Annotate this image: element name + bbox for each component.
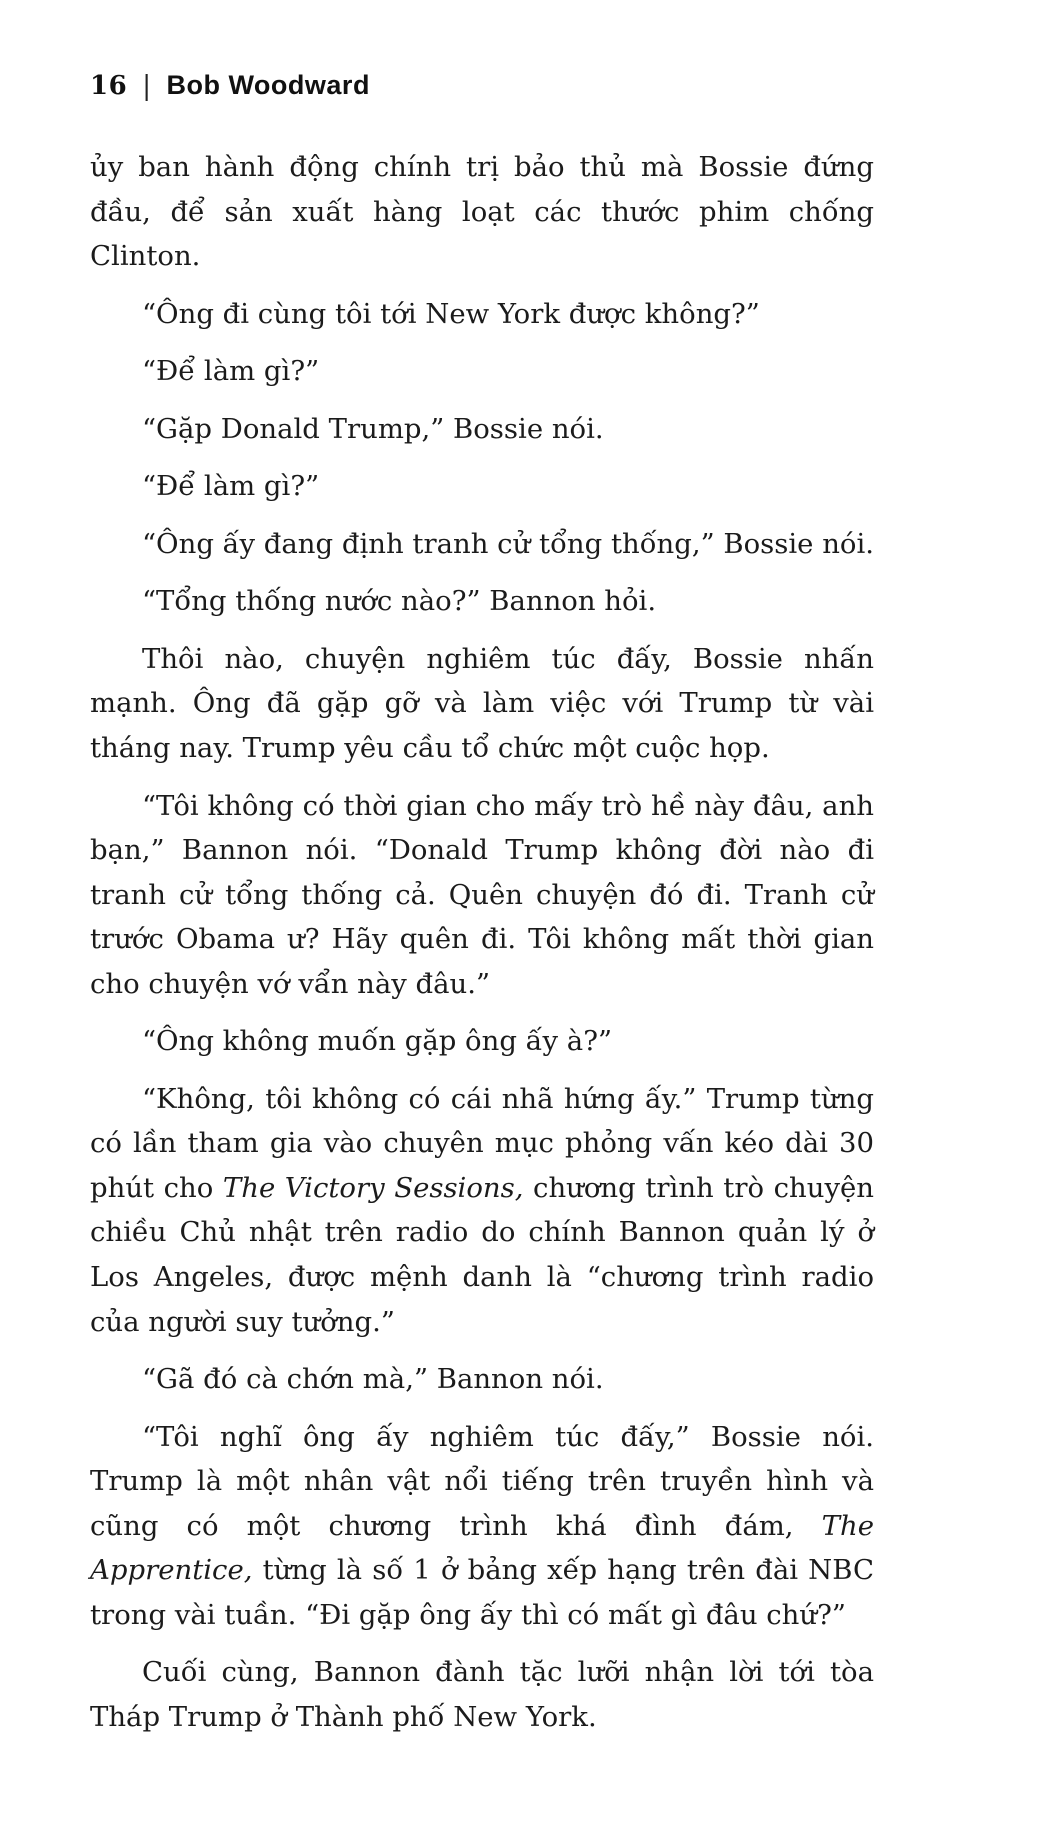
italic-text-run: The Victory Sessions, — [222, 1171, 524, 1204]
text-run: “Để làm gì?” — [142, 355, 320, 388]
text-run: “Tổng thống nước nào?” Bannon hỏi. — [142, 585, 657, 618]
paragraph — [90, 464, 874, 509]
header-divider: | — [143, 68, 151, 102]
text-run: “Gã đó cà chớn mà,” Bannon nói. — [142, 1363, 604, 1396]
text-run: Cuối cùng, Bannon đành tặc lưỡi nhận lời tới tòa Tháp Trump ở Thành phố New York. — [90, 1656, 874, 1733]
paragraph — [90, 637, 874, 771]
text-run: “Ông không muốn gặp ông ấy à?” — [142, 1025, 612, 1058]
paragraph — [90, 1650, 874, 1739]
paragraph — [90, 292, 874, 337]
paragraph — [90, 145, 874, 279]
paragraph — [90, 1357, 874, 1402]
paragraph — [90, 349, 874, 394]
running-header — [90, 70, 874, 101]
paragraph — [90, 579, 874, 624]
text-run: “Để làm gì?” — [142, 470, 320, 503]
italic-text-run: The Apprentice, — [90, 1509, 874, 1587]
page-number: 16 — [90, 70, 128, 101]
running-header-title: Bob Woodward — [166, 70, 370, 100]
paragraph — [90, 1019, 874, 1064]
text-run: chương trình trò chuyện chiều Chủ nhật trên radio do chính Bannon quản lý ở Los Angeles, được mệnh danh là “chương trình radio của người suy tưởng.” — [90, 1171, 874, 1338]
paragraph — [90, 522, 874, 567]
page-body — [90, 145, 874, 1740]
paragraph — [90, 784, 874, 1007]
text-run: từng là số 1 ở bảng xếp hạng trên đài NBC trong vài tuần. “Đi gặp ông ấy thì có mất gì đâu chứ?” — [90, 1554, 874, 1631]
paragraph — [90, 1077, 874, 1344]
text-run: “Tôi không có thời gian cho mấy trò hề này đâu, anh bạn,” Bannon nói. “Donald Trump không đời nào đi tranh cử tổng thống cả. Quên chuyện đó đi. Tranh cử trước Obama ư? Hãy quên đi. Tôi không mất thời gian cho chuyện vớ vẩn này đâu.” — [90, 789, 874, 1000]
text-run: Thôi nào, chuyện nghiêm túc đấy, Bossie nhấn mạnh. Ông đã gặp gỡ và làm việc với Trump từ vài tháng nay. Trump yêu cầu tổ chức một cuộc họp. — [90, 642, 874, 765]
text-run: ủy ban hành động chính trị bảo thủ mà Bossie đứng đầu, để sản xuất hàng loạt các thước phim chống Clinton. — [90, 151, 874, 273]
paragraph — [90, 1415, 874, 1638]
text-run: “Tôi nghĩ ông ấy nghiêm túc đấy,” Bossie nói. Trump là một nhân vật nổi tiếng trên truyền hình và cũng có một chương trình khá đình đám, — [90, 1420, 874, 1542]
paragraph — [90, 407, 874, 452]
text-run: “Không, tôi không có cái nhã hứng ấy.” Trump từng có lần tham gia vào chuyên mục phỏng vấn kéo dài 30 phút cho — [90, 1082, 874, 1204]
text-run: “Gặp Donald Trump,” Bossie nói. — [142, 412, 604, 445]
text-run: “Ông ấy đang định tranh cử tổng thống,” Bossie nói. — [142, 527, 874, 560]
text-run: “Ông đi cùng tôi tới New York được không?” — [142, 297, 760, 330]
